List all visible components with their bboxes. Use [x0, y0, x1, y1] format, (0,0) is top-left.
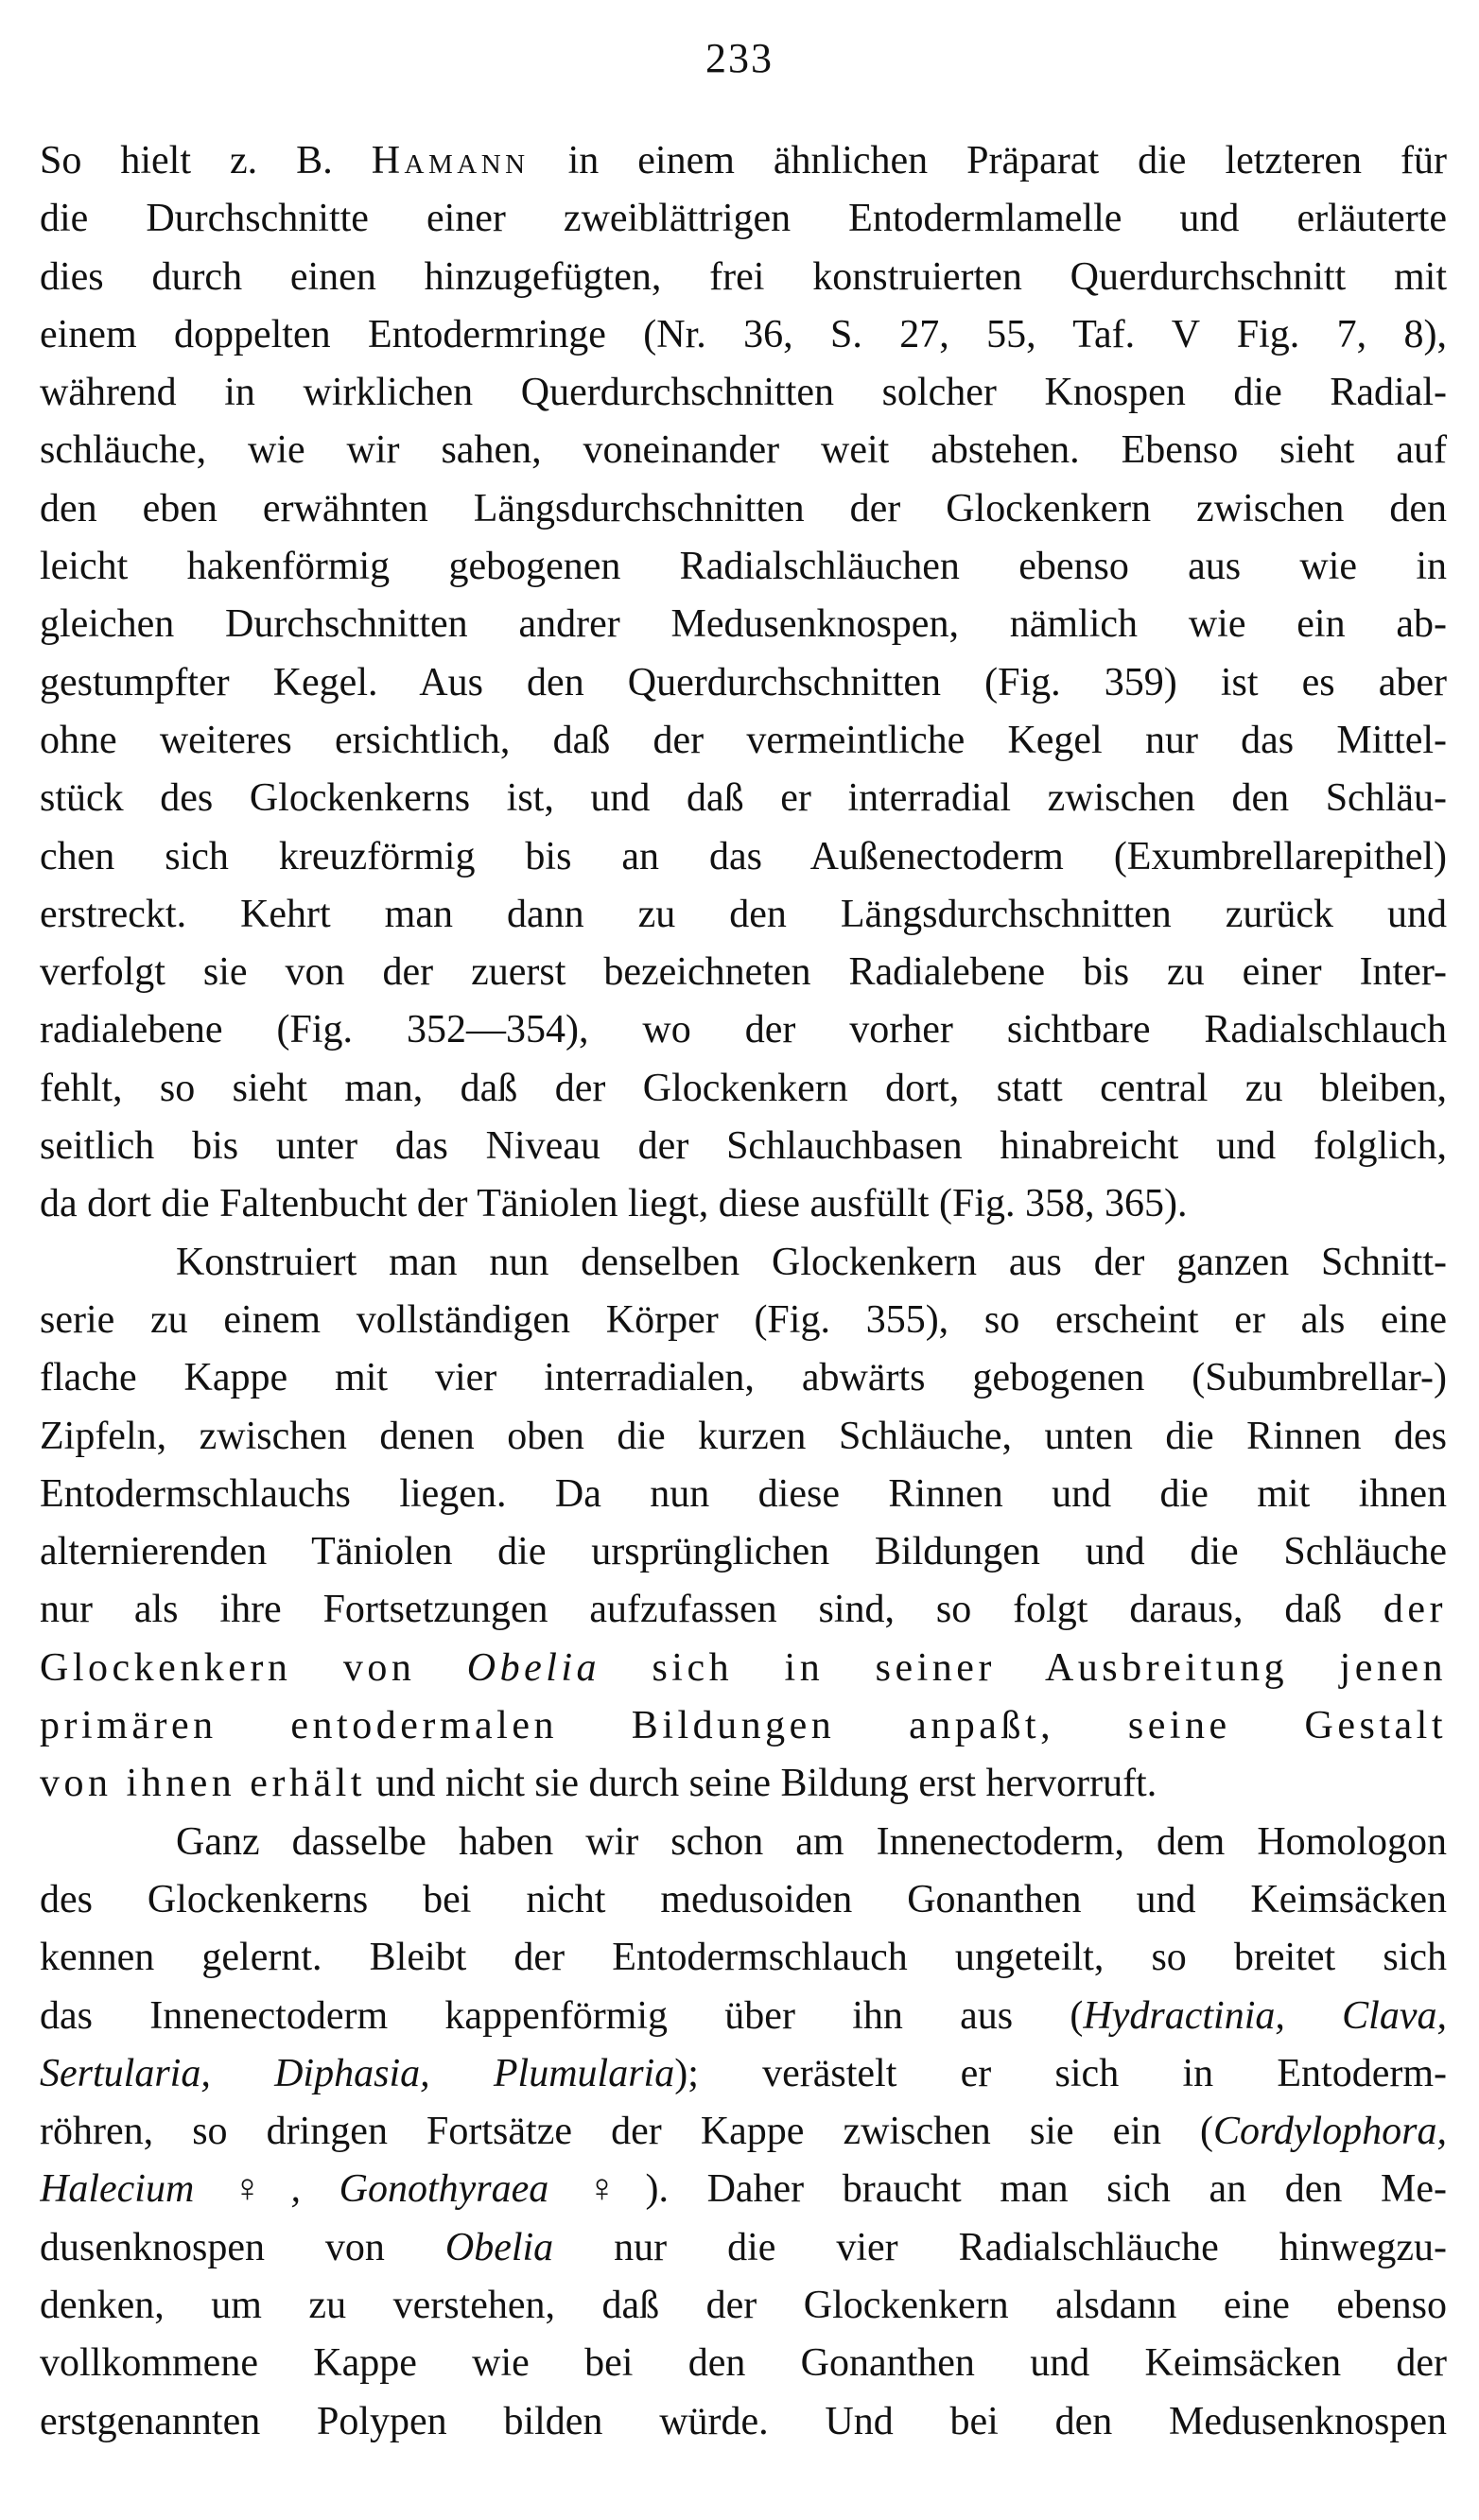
text-line: verfolgt sie von der zuerst bezeichneten Radialebene bis zu einer Inter- — [40, 950, 1447, 995]
text-line: Glockenkern von Obelia sich in seiner Ausbreitung jenen — [40, 1645, 1447, 1690]
genus-name: Obelia — [466, 1645, 601, 1690]
text-line: stück des Glockenkerns ist, und daß er interradial zwischen den Schläu- — [40, 776, 1447, 821]
genus-names: Halecium ♀, Gonothyraea ♀ — [40, 2167, 646, 2212]
text-line: primären entodermalen Bildungen anpaßt, seine Gestalt — [40, 1704, 1447, 1748]
text-line: während in wirklichen Querdurchschnitten solcher Knospen die Radial- — [40, 371, 1447, 415]
text-line: nur als ihre Fortsetzungen aufzufassen sind, so folgt daraus, daß der — [40, 1588, 1447, 1632]
text-line: vollkommene Kappe wie bei den Gonanthen und Keimsäcken der — [40, 2341, 1447, 2386]
text-line: So hielt z. B. Hamann in einem ähnlichen Präparat die letzteren für — [40, 139, 1447, 182]
text-line: gestumpfter Kegel. Aus den Querdurchschnitten (Fig. 359) ist es aber — [40, 660, 1447, 704]
page-number: 233 — [705, 35, 774, 81]
genus-name: Obelia — [444, 2225, 554, 2269]
genus-names: Sertularia, Diphasia, Plumularia — [40, 2051, 675, 2095]
body-text — [40, 132, 1447, 2451]
spaced-emphasis: der — [1383, 1588, 1447, 1632]
paragraph — [40, 132, 1447, 1234]
genus-name: Cordylophora, — [1213, 2110, 1447, 2154]
text-line: seitlich bis unter das Niveau der Schlauchbasen hinabreicht und folglich, — [40, 1124, 1447, 1169]
text-line: chen sich kreuzförmig bis an das Außenectoderm (Exumbrellarepithel) — [40, 834, 1447, 878]
text-line: Konstruiert man nun denselben Glockenkern aus der ganzen Schnitt- — [176, 1240, 1447, 1284]
text-line: leicht hakenförmig gebogenen Radialschläuchen ebenso aus wie in — [40, 545, 1447, 589]
text-line: den eben erwähnten Längsdurchschnitten der Glockenkern zwischen den — [40, 486, 1447, 530]
text-line: flache Kappe mit vier interradialen, abwärts gebogenen (Subumbrellar-) — [40, 1356, 1447, 1400]
text-line: Halecium ♀, Gonothyraea ♀). Daher braucht man sich an den Me- — [40, 2167, 1447, 2212]
text-line: da dort die Faltenbucht der Täniolen liegt, diese ausfüllt (Fig. 358, 365). — [40, 1182, 1188, 1226]
text-line: alternierenden Täniolen die ursprünglichen Bildungen und die Schläuche — [40, 1530, 1447, 1574]
paragraph — [40, 1234, 1447, 1814]
text-line: einem doppelten Entodermringe (Nr. 36, S. 27, 55, Taf. V Fig. 7, 8), — [40, 312, 1447, 356]
text-line: von ihnen erhält und nicht sie durch seine Bildung erst hervorruft. — [40, 1762, 1157, 1806]
text-line: Sertularia, Diphasia, Plumularia); verästelt er sich in Entoderm- — [40, 2051, 1447, 2095]
text-line: Ganz dasselbe haben wir schon am Innenectoderm, dem Homologon — [176, 1819, 1447, 1864]
text-line: des Glockenkerns bei nicht medusoiden Gonanthen und Keimsäcken — [40, 1877, 1447, 1921]
text-line: gleichen Durchschnitten andrer Medusenknospen, nämlich wie ein ab- — [40, 602, 1447, 647]
text-line: kennen gelernt. Bleibt der Entodermschlauch ungeteilt, so breitet sich — [40, 1936, 1447, 1980]
text-line: die Durchschnitte einer zweiblättrigen Entodermlamelle und erläuterte — [40, 197, 1447, 241]
text-line: radialebene (Fig. 352—354), wo der vorher sichtbare Radialschlauch — [40, 1008, 1447, 1052]
text-line: denken, um zu verstehen, daß der Glockenkern alsdann eine ebenso — [40, 2283, 1447, 2327]
text-line: fehlt, so sieht man, daß der Glockenkern dort, statt central zu bleiben, — [40, 1066, 1447, 1110]
author-name: Hamann — [371, 139, 530, 182]
text-line: erstreckt. Kehrt man dann zu den Längsdurchschnitten zurück und — [40, 892, 1447, 936]
text-line: dies durch einen hinzugefügten, frei konstruierten Querdurchschnitt mit — [40, 254, 1447, 299]
text-line: serie zu einem vollständigen Körper (Fig. 355), so erscheint er als eine — [40, 1297, 1447, 1342]
genus-names: Hydractinia, Clava, — [1083, 1993, 1447, 2038]
text-line: ohne weiteres ersichtlich, daß der vermeintliche Kegel nur das Mittel- — [40, 718, 1447, 762]
text-line: erstgenannten Polypen bilden würde. Und bei den Medusenknospen — [40, 2399, 1447, 2443]
text-line: Zipfeln, zwischen denen oben die kurzen Schläuche, unten die Rinnen des — [40, 1414, 1447, 1458]
text-line: dusenknospen von Obelia nur die vier Radialschläuche hinwegzu- — [40, 2225, 1447, 2269]
paragraph — [40, 1814, 1447, 2451]
text-line: röhren, so dringen Fortsätze der Kappe zwischen sie ein (Cordylophora, — [40, 2110, 1447, 2154]
text-line: das Innenectoderm kappenförmig über ihn aus (Hydractinia, Clava, — [40, 1993, 1447, 2038]
text-line: Entodermschlauchs liegen. Da nun diese Rinnen und die mit ihnen — [40, 1471, 1447, 1516]
text-line: schläuche, wie wir sahen, voneinander weit abstehen. Ebenso sieht auf — [40, 428, 1447, 473]
